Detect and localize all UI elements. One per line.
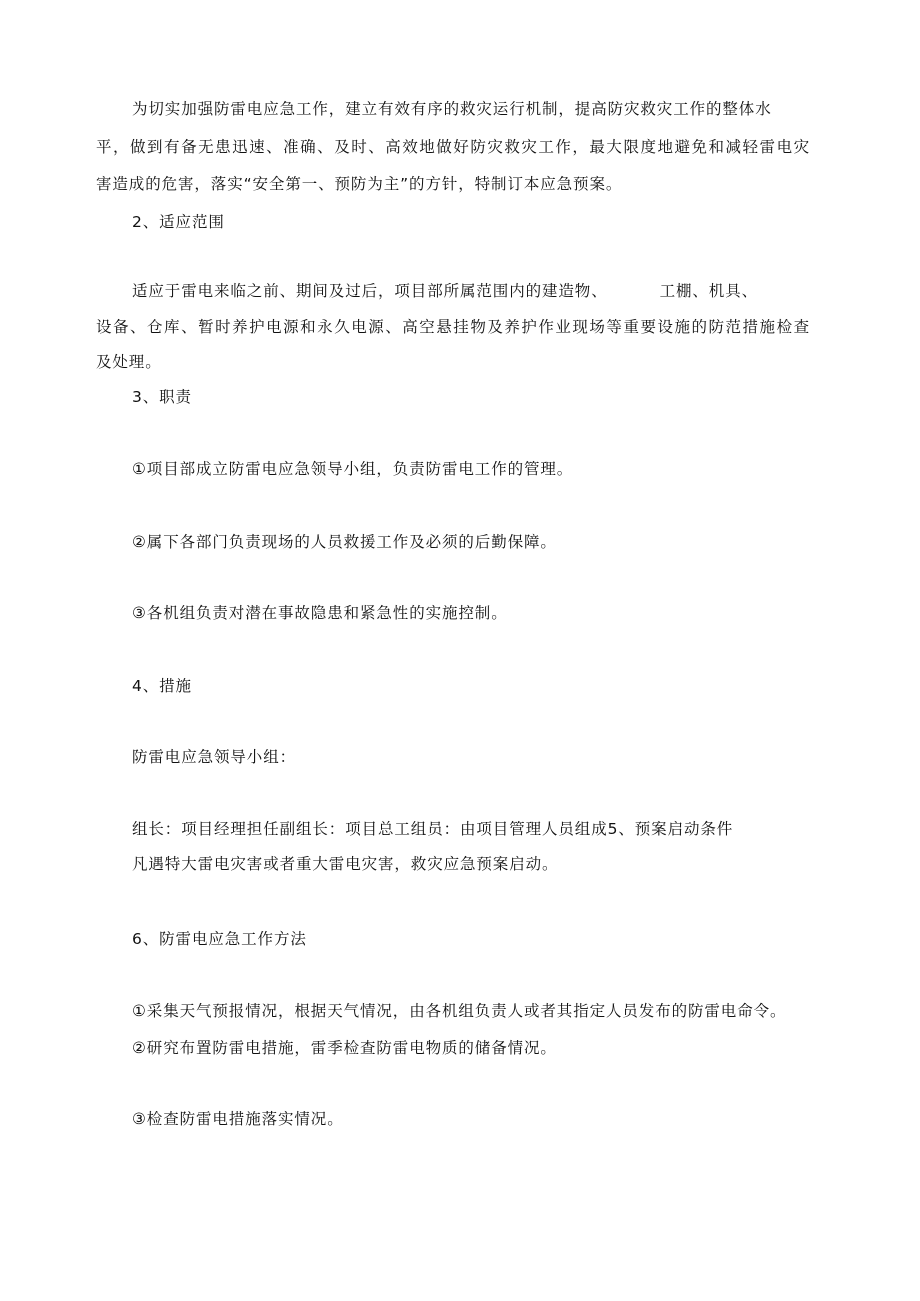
method-item-1: ①采集天气预报情况，根据天气情况，由各机组负责人或者其指定人员发布的防雷电命令。 [132, 1002, 787, 1020]
scope-line-1 [132, 280, 758, 302]
scope-line-2: 设备、仓库、暂时养护电源和永久电源、高空悬挂物及养护作业现场等重要设施的防范措施检查 [96, 318, 810, 336]
section-6-heading: 6、防雷电应急工作方法 [132, 930, 307, 948]
section-4-heading: 4、措施 [132, 677, 192, 695]
scope-line-1-part-a: 适应于雷电来临之前、期间及过后，项目部所属范围内的建造物、 [132, 282, 608, 300]
duty-item-2: ②属下各部门负责现场的人员救援工作及必须的后勤保障。 [132, 533, 557, 551]
method-item-2: ②研究布置防雷电措施，雷季检查防雷电物质的储备情况。 [132, 1039, 557, 1057]
plan-trigger-condition: 凡遇特大雷电灾害或者重大雷电灾害，救灾应急预案启动。 [132, 855, 559, 873]
method-item-3: ③检查防雷电措施落实情况。 [132, 1110, 344, 1128]
intro-line-1: 为切实加强防雷电应急工作，建立有效有序的救灾运行机制，提高防灾救灾工作的整体水 [132, 100, 772, 118]
scope-line-3: 及处理。 [96, 353, 162, 371]
intro-line-2: 平，做到有备无患迅速、准确、及时、高效地做好防灾救灾工作，最大限度地避免和减轻雷电灾 [96, 138, 810, 156]
scope-line-1-part-b: 工棚、机具、 [659, 282, 759, 300]
leadership-group-title: 防雷电应急领导小组： [132, 748, 297, 766]
intro-line-3: 害造成的危害，落实“安全第一、预防为主”的方针，特制订本应急预案。 [96, 175, 623, 193]
leadership-group-members: 组长：项目经理担任副组长：项目总工组员：由项目管理人员组成5、预案启动条件 [132, 820, 734, 838]
section-3-heading: 3、职责 [132, 388, 192, 406]
section-2-heading: 2、适应范围 [132, 213, 225, 231]
duty-item-3: ③各机组负责对潜在事故隐患和紧急性的实施控制。 [132, 604, 508, 622]
duty-item-1: ①项目部成立防雷电应急领导小组，负责防雷电工作的管理。 [132, 460, 574, 478]
